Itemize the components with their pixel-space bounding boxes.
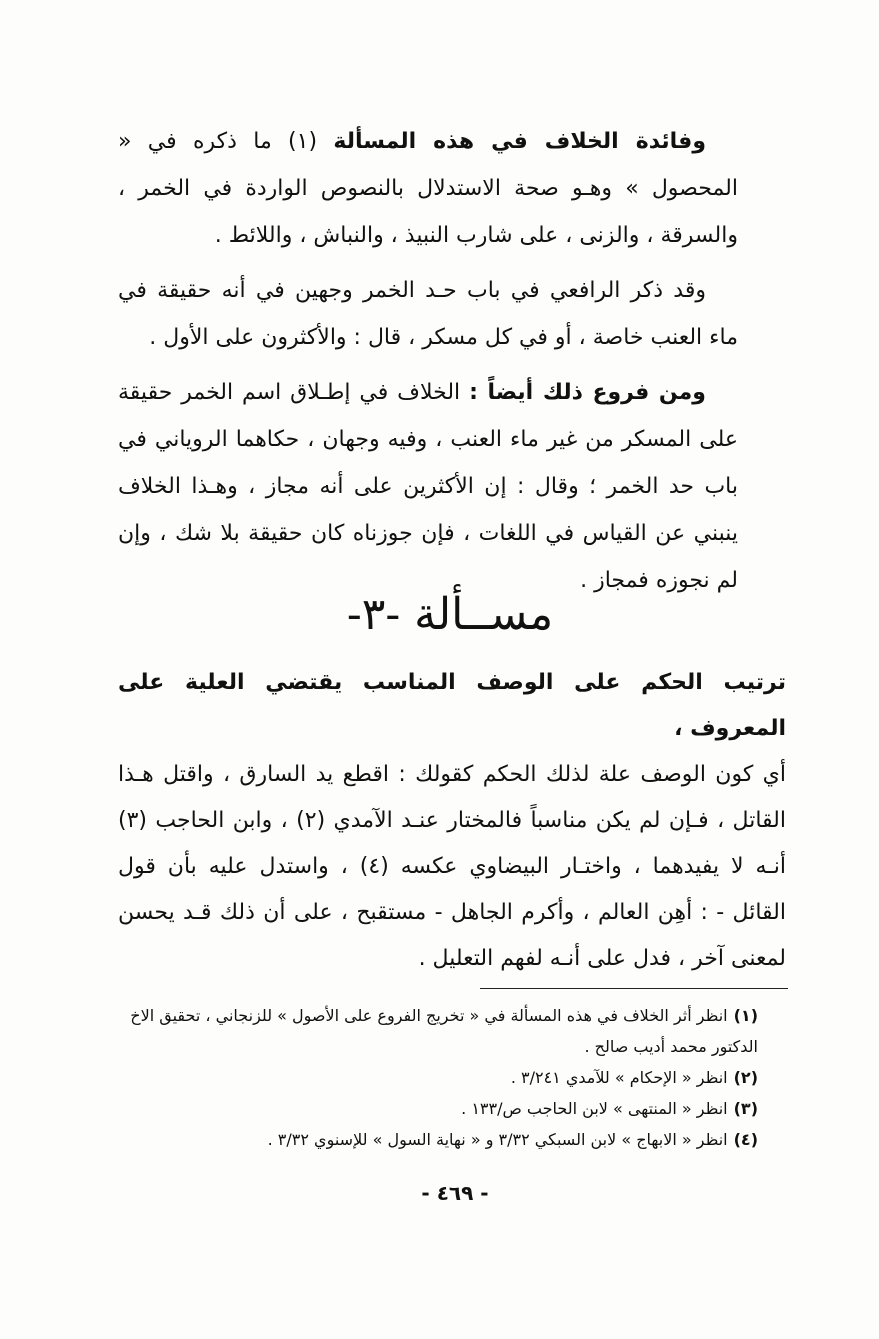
paragraph-lead: ومن فروع ذلك أيضاً :	[469, 380, 706, 405]
paragraph-2	[118, 267, 738, 361]
footnote-text: انظر « المنتهى » لابن الحاجب ص/١٣٣ .	[461, 1099, 728, 1118]
footnote-number: (٤)	[733, 1130, 758, 1149]
body-text	[118, 118, 738, 612]
paragraph-3	[118, 369, 738, 604]
footnote-text: انظر « الإحكام » للآمدي ٣/٢٤١ .	[510, 1068, 728, 1087]
footnotes	[118, 1000, 758, 1155]
paragraph-1	[118, 118, 738, 259]
footnote-text: انظر « الابهاج » لابن السبكي ٣/٣٢ و « نهاية السول » للإسنوي ٣/٣٢ .	[267, 1130, 728, 1149]
footnote	[118, 1000, 758, 1062]
section-text	[118, 660, 786, 982]
paragraph-text: وقد ذكر الرافعي في باب حـد الخمر وجهين في أنه حقيقة في ماء العنب خاصة ، أو في كل مسكر ، قال : والأكثرون على الأول .	[118, 278, 738, 350]
section-body: أي كون الوصف علة لذلك الحكم كقولك : اقطع يد السارق ، واقتل هـذا القاتل ، فـإن لم يكن مناسباً فالمختار عنـد الآمدي (٢) ، وابن الحاجب (٣) أنـه لا يفيدهما ، واختـار البيضاوي عكسه (٤) ، واستدل عليه بأن قول القائل - : أهِن العالم ، وأكرم الجاهل - مستقبح ، على أن ذلك قـد يحسن لمعنى آخر ، فدل على أنـه لفهم التعليل .	[118, 762, 786, 971]
footnote-number: (١)	[733, 1006, 758, 1025]
footnote-number: (٢)	[733, 1068, 758, 1087]
paragraph-lead: وفائدة الخلاف في هذه المسألة	[333, 129, 707, 154]
paragraph-text: الخلاف في إطـلاق اسم الخمر حقيقة على المسكر من غير ماء العنب ، وفيه وجهان ، حكاهما الروياني في باب حد الخمر ؛ وقال : إن الأكثرين على أنه مجاز ، وهـذا الخلاف ينبني عن القياس في اللغات ، فإن جوزناه كان حقيقة بلا شك ، وإن لم نجوزه فمجاز .	[118, 380, 738, 593]
footnote-divider	[480, 988, 788, 989]
footnote	[118, 1124, 758, 1155]
page-number: - ٤٦٩ -	[421, 1181, 489, 1205]
paragraph-text: (١) ما ذكره في « المحصول » وهـو صحة الاستدلال بالنصوص الواردة في الخمر ، والسرقة ، والزنى ، على شارب النبيذ ، والنباش ، واللائط .	[118, 129, 738, 248]
footnote-number: (٣)	[733, 1099, 758, 1118]
footnote	[118, 1093, 758, 1124]
footnote	[118, 1062, 758, 1093]
section-title: ترتيب الحكم على الوصف المناسب يقتضي العلية على المعروف ،	[118, 670, 786, 741]
section-heading: مســألة -٣-	[346, 589, 554, 640]
footnote-text: انظر أثر الخلاف في هذه المسألة في « تخريج الفروع على الأصول » للزنجاني ، تحقيق الاخ الدكتور محمد أديب صالح .	[130, 1006, 758, 1056]
